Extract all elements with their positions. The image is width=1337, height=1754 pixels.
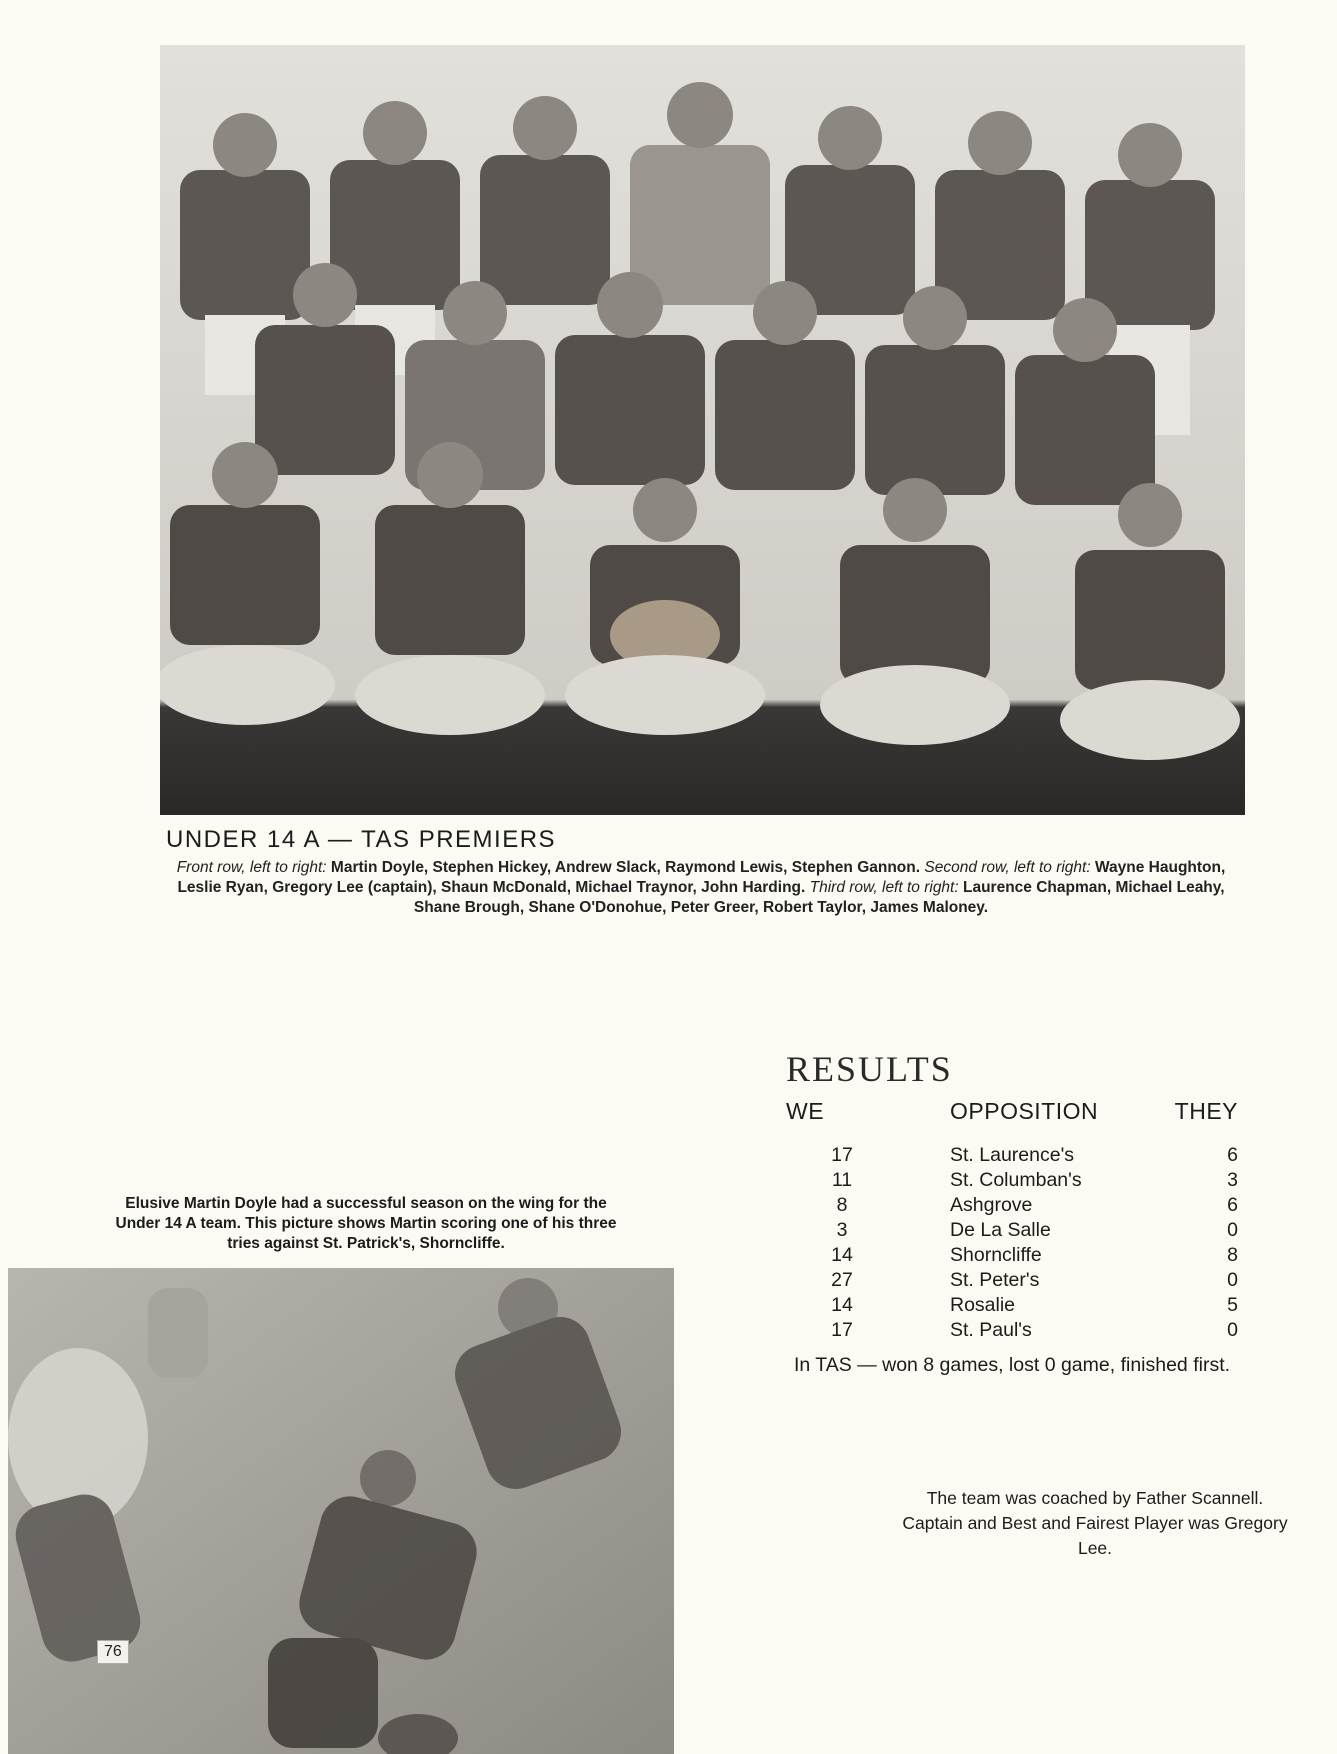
we-score: 3: [836, 1219, 848, 1241]
they-score: 0: [1227, 1219, 1238, 1241]
we-column-header: WE: [786, 1098, 825, 1124]
action-photo-caption: Elusive Martin Doyle had a successful season on the wing for the Under 14 A team. This picture shows Martin scoring one of his three tries against St. Patrick's, Shorncliffe.: [115, 1195, 617, 1252]
team-photo-caption: [162, 858, 1240, 918]
table-row: [786, 1318, 1238, 1343]
we-score: 17: [831, 1144, 853, 1166]
they-score: 3: [1227, 1169, 1238, 1191]
table-row: [786, 1268, 1238, 1293]
opposition-name: Ashgrove: [950, 1194, 1033, 1216]
we-score: 8: [836, 1194, 848, 1216]
third-row-label: Third row, left to right:: [809, 879, 959, 896]
opposition-name: St. Peter's: [950, 1269, 1040, 1291]
they-score: 5: [1227, 1294, 1238, 1316]
they-score: 8: [1227, 1244, 1238, 1266]
table-row: [786, 1193, 1238, 1218]
they-column-header: THEY: [1174, 1098, 1238, 1124]
opposition-name: St. Laurence's: [950, 1144, 1075, 1166]
we-score: 11: [831, 1169, 853, 1191]
opposition-column-header: OPPOSITION: [950, 1098, 1099, 1124]
second-row-names: Wayne Haughton, Leslie Ryan, Gregory Lee (captain), Shaun McDonald, Michael Traynor, John Harding.: [177, 859, 1226, 896]
table-row: [786, 1218, 1238, 1243]
we-score: 14: [831, 1244, 853, 1266]
coach-note: The team was coached by Father Scannell. Captain and Best and Fairest Player was Gregory Lee.: [902, 1488, 1288, 1558]
action-photograph: [8, 1268, 674, 1754]
they-score: 0: [1227, 1269, 1238, 1291]
front-row-names: Martin Doyle, Stephen Hickey, Andrew Slack, Raymond Lewis, Stephen Gannon.: [330, 859, 921, 876]
opposition-name: St. Paul's: [950, 1319, 1032, 1341]
table-row: [786, 1293, 1238, 1318]
table-row: [786, 1243, 1238, 1268]
they-score: 0: [1227, 1319, 1238, 1341]
we-score: 27: [831, 1269, 853, 1291]
we-score: 17: [831, 1319, 853, 1341]
results-heading: RESULTS: [786, 1049, 953, 1089]
results-table: [786, 1098, 1238, 1343]
opposition-name: De La Salle: [950, 1219, 1051, 1241]
season-summary: In TAS — won 8 games, lost 0 game, finished first.: [793, 1354, 1231, 1376]
they-score: 6: [1227, 1194, 1238, 1216]
we-score: 14: [831, 1294, 853, 1316]
team-photograph: [160, 45, 1245, 815]
third-row-names: Laurence Chapman, Michael Leahy, Shane Brough, Shane O'Donohue, Peter Greer, Robert Taylor, James Maloney.: [413, 879, 1225, 916]
results-header-row: [786, 1098, 1238, 1143]
opposition-name: Shorncliffe: [950, 1244, 1042, 1266]
front-row-label: Front row, left to right:: [176, 859, 327, 876]
page-number: 76: [97, 1640, 129, 1664]
opposition-name: St. Columban's: [950, 1169, 1082, 1191]
they-score: 6: [1227, 1144, 1238, 1166]
second-row-label: Second row, left to right:: [924, 859, 1091, 876]
table-row: [786, 1143, 1238, 1168]
opposition-name: Rosalie: [950, 1294, 1016, 1316]
table-row: [786, 1168, 1238, 1193]
team-photo-title: UNDER 14 A — TAS PREMIERS: [166, 826, 557, 853]
